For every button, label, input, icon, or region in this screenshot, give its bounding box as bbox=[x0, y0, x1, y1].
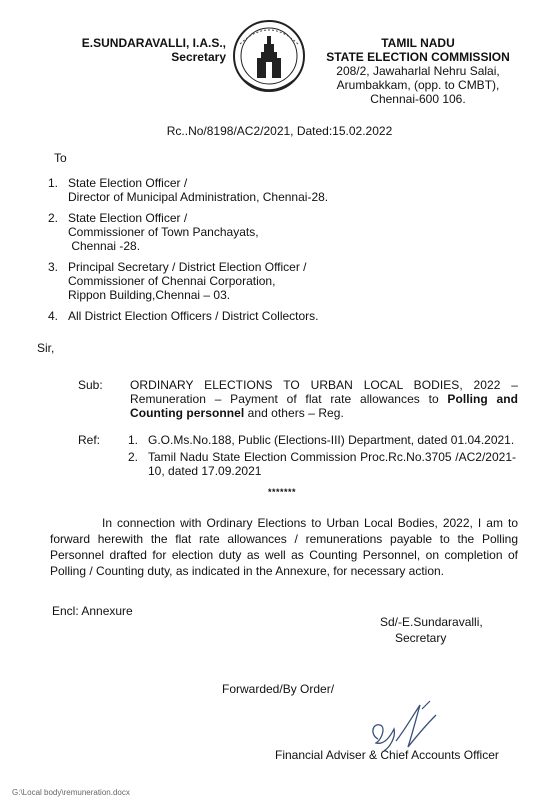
signatory-name: Sd/-E.Sundaravalli, bbox=[380, 615, 483, 629]
ref-label: Ref: bbox=[78, 433, 101, 447]
org-line1: TAMIL NADU bbox=[381, 36, 455, 50]
signatory-title: Secretary bbox=[395, 631, 447, 645]
body-paragraph: In connection with Ordinary Elections to Urban Local Bodies, 2022, I am to forward herewith the flat rate allowances / remunerations payable to the Polling Personnel drafted for election duty as well as Counting Personnel, on completion of Polling / Counting duty, as indicated in the Annexure, for necessary action. bbox=[50, 516, 518, 578]
tamil-nadu-emblem-icon bbox=[230, 14, 308, 104]
subject-bold: Polling and Counting personnel bbox=[130, 392, 518, 420]
address-line-2: Arumbakkam, (opp. to CMBT), bbox=[336, 78, 500, 92]
subject-text: ORDINARY ELECTIONS TO URBAN LOCAL BODIES, 2022 – Remuneration – Payment of flat rate allowances to Polling and Counting personnel and others – Reg. bbox=[130, 378, 518, 420]
separator-stars: ******* bbox=[268, 487, 297, 497]
subject-label: Sub: bbox=[78, 378, 103, 392]
address-line-3: Chennai-600 106. bbox=[370, 92, 466, 106]
file-path-footer: G:\Local body\remuneration.docx bbox=[12, 788, 130, 797]
sender-block bbox=[66, 36, 226, 64]
org-line2: STATE ELECTION COMMISSION bbox=[326, 50, 510, 64]
ref-item: 2. Tamil Nadu State Election Commission Proc.Rc.No.3705 /AC2/2021-10, dated 17.09.2021 bbox=[128, 450, 516, 478]
addressee-item: 2. State Election Officer / Commissioner of Town Panchayats, Chennai -28. bbox=[48, 211, 259, 253]
sender-name: E.SUNDARAVALLI, I.A.S., bbox=[81, 36, 226, 50]
ref-item: 1. G.O.Ms.No.188, Public (Elections-III) Department, dated 01.04.2021. bbox=[128, 433, 515, 447]
salutation: Sir, bbox=[37, 341, 55, 355]
organization-block bbox=[318, 36, 518, 106]
address-line-1: 208/2, Jawaharlal Nehru Salai, bbox=[336, 64, 500, 78]
reference-number: Rc..No/8198/AC2/2021, Dated:15.02.2022 bbox=[166, 124, 393, 138]
addressee-item: 1. State Election Officer / Director of Municipal Administration, Chennai-28. bbox=[48, 176, 329, 204]
addressee-list bbox=[48, 176, 378, 330]
addressee-item: 4. All District Election Officers / District Collectors. bbox=[48, 309, 319, 323]
enclosure: Encl: Annexure bbox=[52, 604, 133, 618]
addressee-item: 3. Principal Secretary / District Election Officer / Commissioner of Chennai Corporation, Rippon Building,Chennai – 03. bbox=[48, 260, 307, 302]
officer-designation: Financial Adviser & Chief Accounts Officer bbox=[275, 748, 499, 762]
forwarded-by-order: Forwarded/By Order/ bbox=[222, 682, 335, 696]
ref-list bbox=[128, 433, 516, 481]
to-label: To bbox=[54, 151, 67, 165]
sender-title: Secretary bbox=[171, 50, 226, 64]
